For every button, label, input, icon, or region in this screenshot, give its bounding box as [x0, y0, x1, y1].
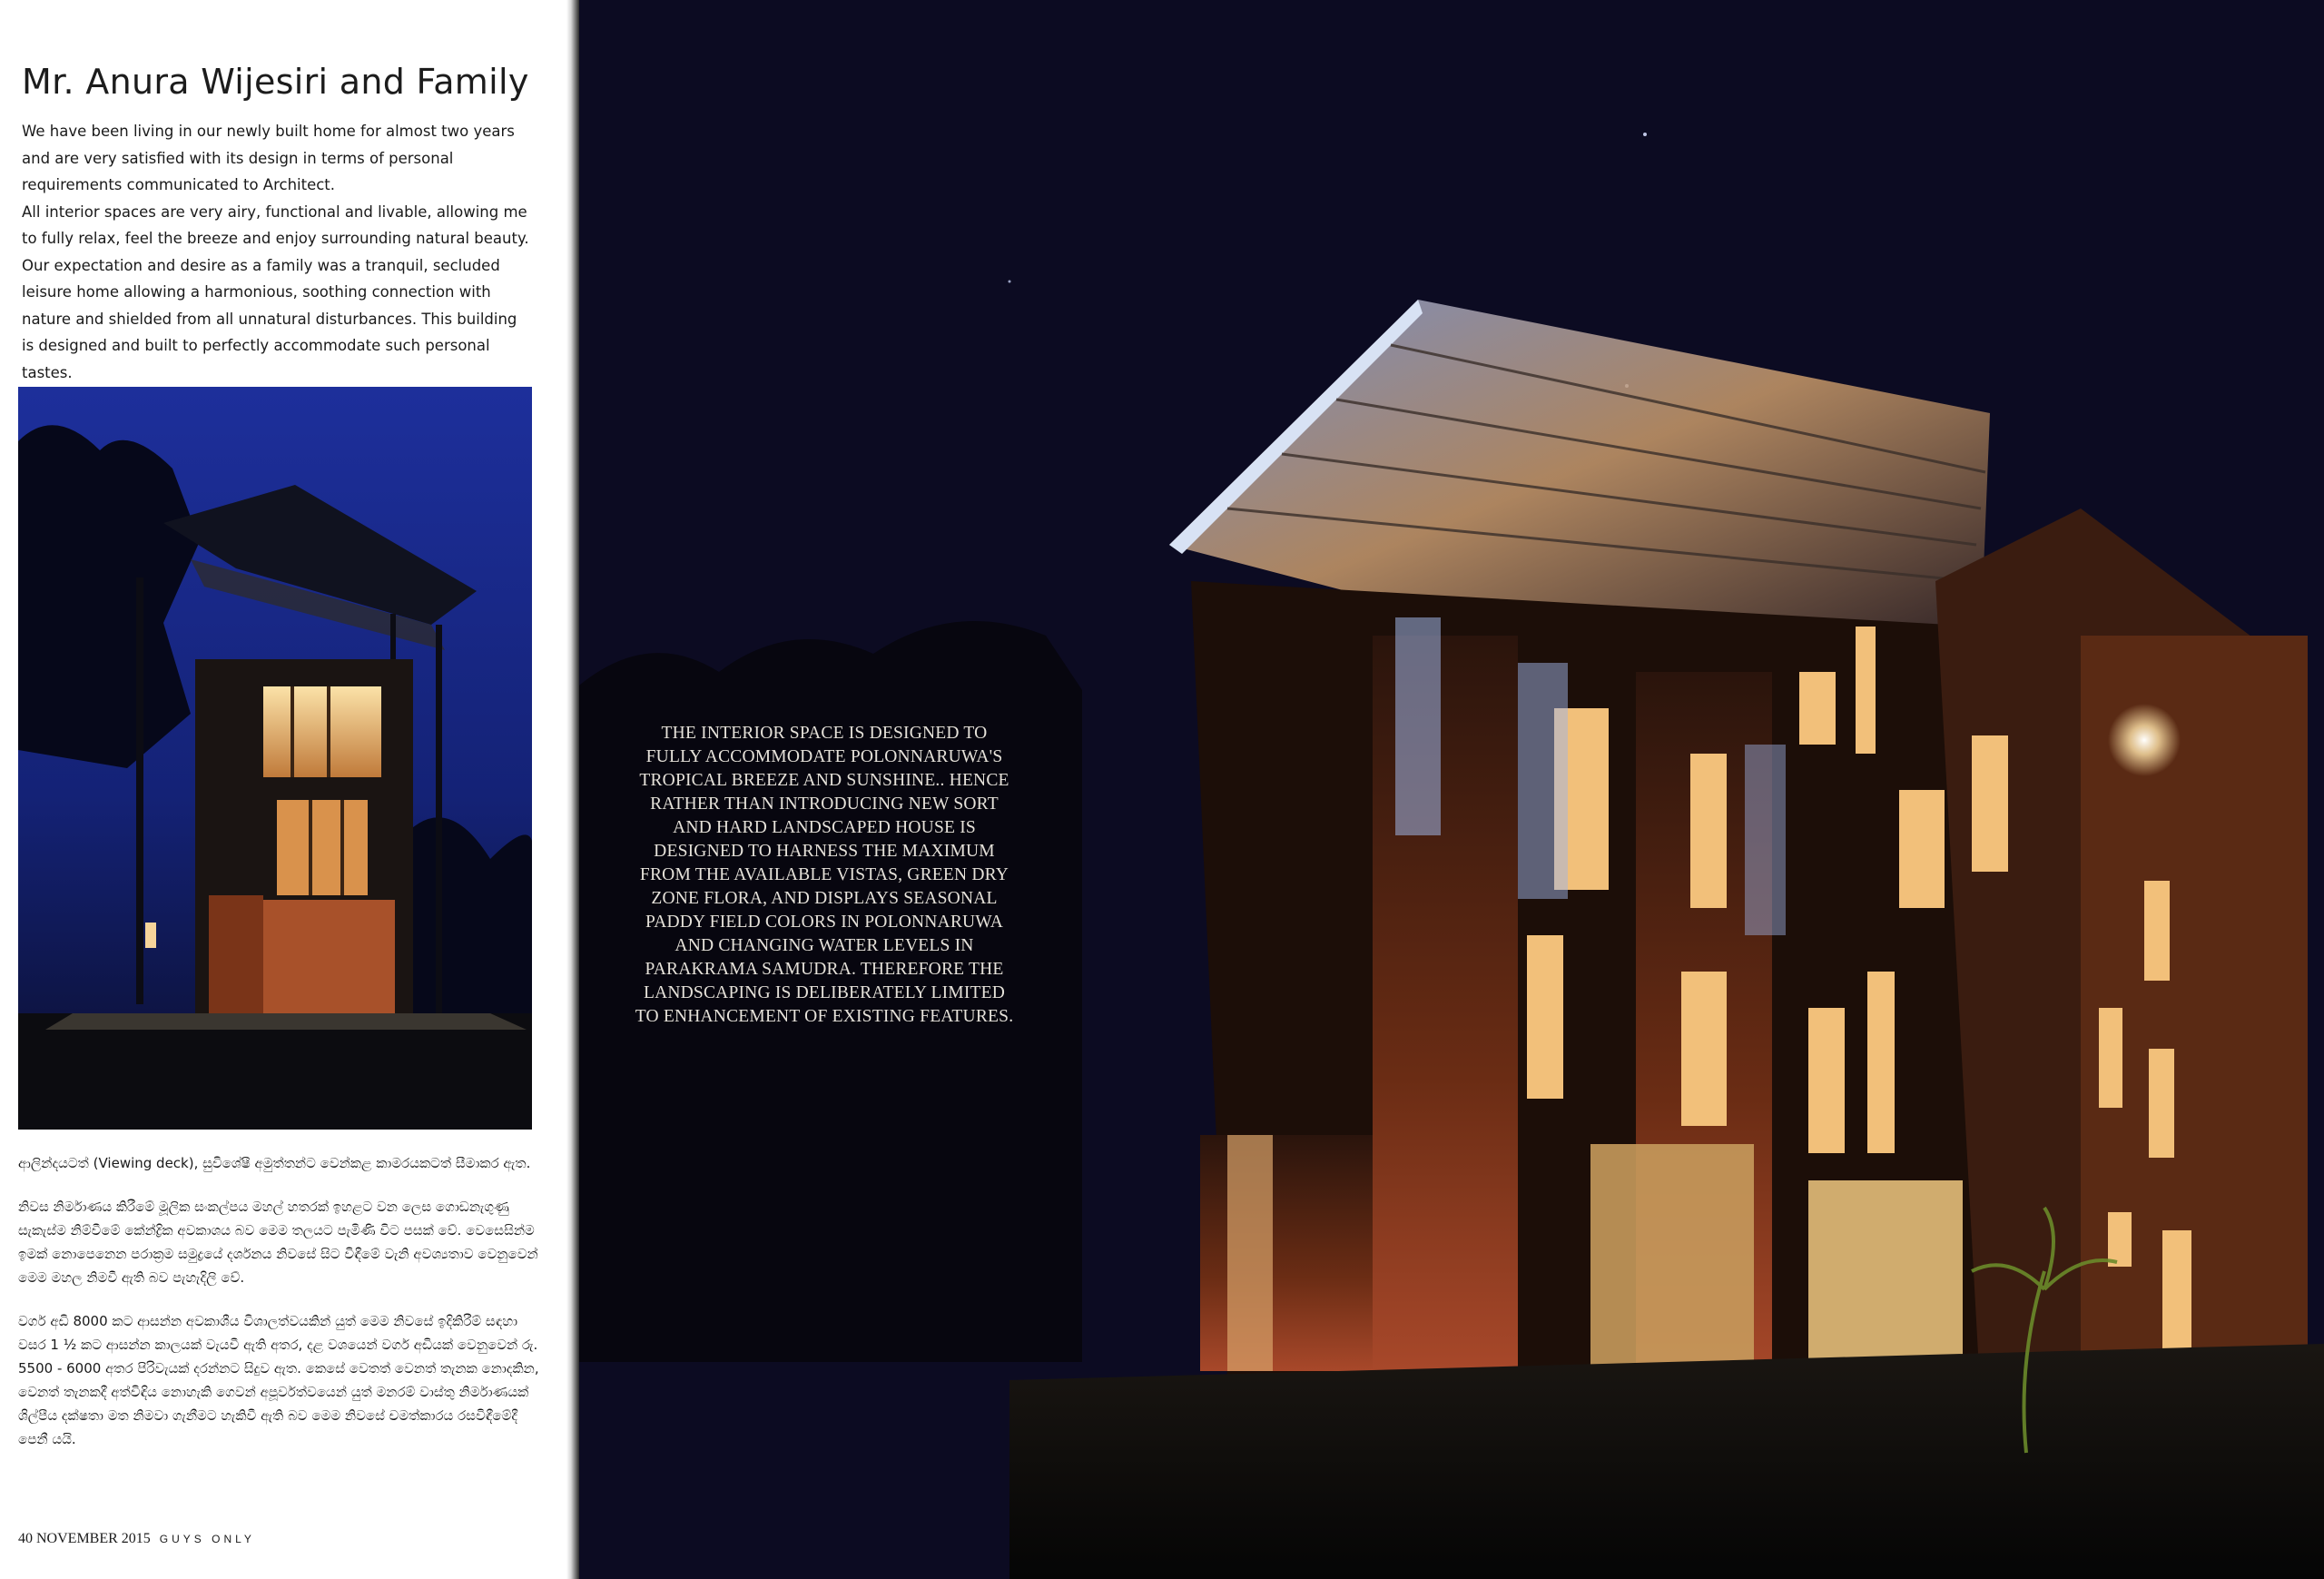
page-spine — [566, 0, 579, 1579]
intro-paragraph-2: All interior spaces are very airy, functional and livable, allowing me to fully relax, feel the breeze and enjoy surrounding natural beauty. — [22, 202, 529, 247]
page-number: 40 — [18, 1531, 33, 1546]
sinhala-paragraph-3: වර්ග අඩි 8000 කට ආසන්න අවකාශීය විශාලත්වයකින් යුත් මෙම නිවසේ ඉදිකිරීම් සඳහා වසර 1 ½ කට ආසන්න කාලයක් වැයවී ඇති අතර, දළ වශයෙන් වර්ග අඩියක් වෙනුවෙන් රු. 5500 - 6000 අතර පිරිවැයක් දරන්නට සිදුව ඇත. කෙසේ වෙතත් වෙනත් තැනක නොදකින, වෙනත් තැනකදී අත්විඳිය නොහැකි ගෙවන් අපූර්වත්වයෙන් යුත් මනරම් වාස්තු නිර්මාණයක් ශිල්පීය දක්ෂතා මත නිමවා ගැනීමට හැකිවී ඇති බව මෙම නිවසේ චමත්කාරය රසවිඳීමේදී පෙනී යයි. — [18, 1313, 539, 1447]
page-folio — [18, 1531, 255, 1547]
testimonial-text — [22, 118, 530, 386]
article-heading: Mr. Anura Wijesiri and Family — [22, 62, 529, 102]
sinhala-body — [18, 1151, 540, 1471]
house-dusk-photo — [18, 387, 532, 1130]
intro-paragraph-3: Our expectation and desire as a family was a tranquil, secluded leisure home allowing a harmonious, soothing connection with nature and shielded from all unnatural disturbances. This building is designed and built to perfectly accommodate such personal tastes. — [22, 256, 517, 381]
sinhala-paragraph-1: ආලින්දයටත් (Viewing deck), සුවිශේෂී අමුත්තන්ට වෙන්කළ කාමරයකටත් සීමාකර ඇත. — [18, 1155, 531, 1171]
sinhala-paragraph-2: නිවස නිර්මාණය කිරීමේ මූලික සංකල්පය මහල් හතරක් ඉහළට වන ලෙස ගොඩනැගුණු සැකැස්ම නිම්වීමේ කේන්ද්‍රික අවකාශය බව මෙම තලයට පැමිණි විට පසක් වේ. වෙසෙසින්ම ඉමක් නොපෙනෙන පරාක්‍රම සමුද්‍රයේ දර්ශනය නිවසේ සිට විඳීමේ වැනි අවශ්‍යතාව වෙනුවෙන් මෙම මහල නිමවී ඇති බව පැහැදිලි වේ. — [18, 1199, 538, 1286]
magazine-name: GUYS ONLY — [159, 1533, 255, 1545]
left-page — [0, 0, 574, 1579]
intro-paragraph-1: We have been living in our newly built home for almost two years and are very satisfied with its design in terms of personal requirements communicated to Architect. — [22, 123, 515, 193]
right-page-photo-spread — [574, 0, 2324, 1579]
issue-date: NOVEMBER 2015 — [36, 1531, 151, 1546]
pull-quote: THE INTERIOR SPACE IS DESIGNED TO FULLY ACCOMMODATE POLONNARUWA'S TROPICAL BREEZE AND SUNSHINE.. HENCE RATHER THAN INTRODUCING NEW SORT AND HARD LANDSCAPED HOUSE IS DESIGNED TO HARNESS THE MAXIMUM FROM THE AVAILABLE VISTAS, GREEN DRY ZONE FLORA, AND DISPLAYS SEASONAL PADDY FIELD COLORS IN POLONNARUWA AND CHANGING WATER LEVELS IN PARAKRAMA SAMUDRA. THEREFORE THE LANDSCAPING IS DELIBERATELY LIMITED TO ENHANCEMENT OF EXISTING FEATURES. — [635, 724, 1014, 1026]
